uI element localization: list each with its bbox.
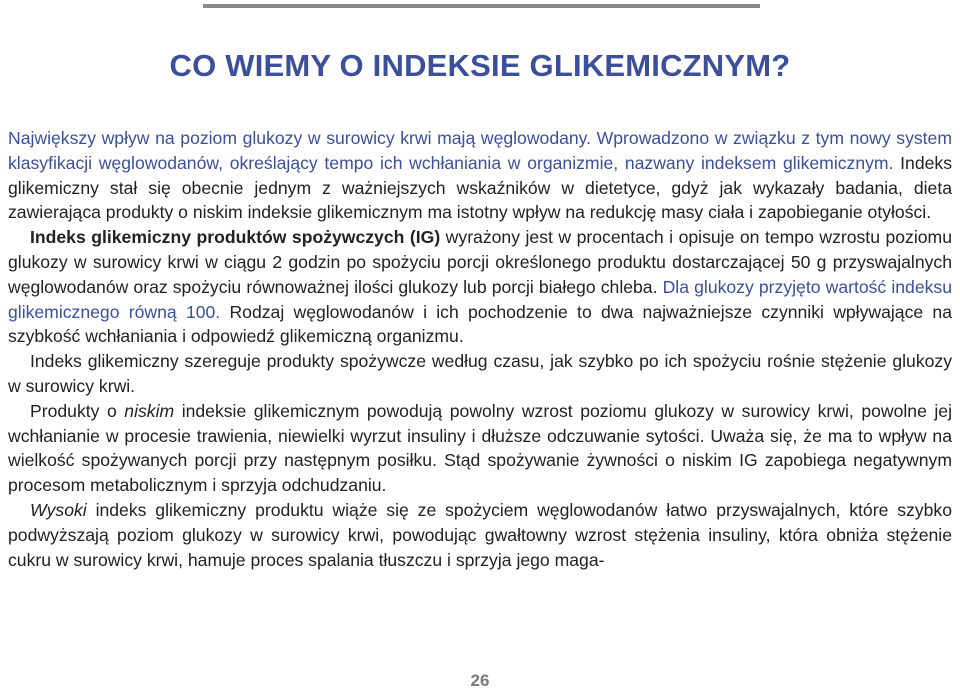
intro-accent-text: Największy wpływ na poziom glukozy w surowicy krwi mają węglowodany. Wprowadzono w związku z tym nowy system klasyfikacji węglowodanów, określający tempo ich wchłaniania w organizmie, nazwany indeksem glikemicznym. [8,128,952,173]
body-text [8,126,952,572]
low-gi-emphasis: niskim [124,400,175,421]
paragraph-high-gi [8,498,952,572]
intro-text: Indeks glikemiczny stał się obecnie jednym z ważniejszych wskaźników w dietetyce, gdyż jak wykazały badania, dieta zawierająca produkty o niskim indeksie glikemicznym ma istotny wpływ na redukcję masy ciała i zapobieganie otyłości. [8,152,952,223]
top-rule [203,4,760,8]
high-gi-text: indeks glikemiczny produktu wiąże się ze spożyciem węglowodanów łatwo przyswajalnych, które szybko podwyższają poziom glukozy w surowicy krwi, powodując gwałtowny wzrost stężenia insuliny, która obniża stężenie cukru w surowicy krwi, hamuje proces spalania tłuszczu i sprzyja jego maga- [8,499,952,570]
definition-term: Indeks glikemiczny produktów spożywczych (IG) [30,227,441,248]
paragraph-low-gi [8,399,952,498]
paragraph-ranking [8,349,952,399]
low-gi-text: indeksie glikemicznym powodują powolny wzrost poziomu glukozy w surowicy krwi, powolne jej wchłanianie w procesie trawienia, niewielki wyrzut insuliny i dłuższe odczuwanie sytości. Uważa się, że ma to wpływ na wielkość spożywanych porcji przy następnym posiłku. Stąd spożywanie żywności o niskim IG zapobiega negatywnym procesom metabolicznym i sprzyja odchudzaniu. [8,400,952,496]
page-title: CO WIEMY O INDEKSIE GLIKEMICZNYM? [169,47,791,83]
definition-text: wyrażony jest w procentach i opisuje on tempo wzrostu poziomu glukozy w surowicy krwi w ciągu 2 godzin po spożyciu porcji określonego produktu dostarczającej 50 g przyswajalnych węglowodanów oraz spożyciu równoważnej ilości glukozy lub porcji białego chleba. [8,227,952,297]
paragraph-definition [8,225,952,349]
high-gi-emphasis: Wysoki [30,499,87,520]
definition-text-2: Rodzaj węglowodanów i ich pochodzenie to dwa najważniejsze czynniki wpływające na szybkość wchłaniania i odpowiedź glikemiczną organizmu. [8,301,952,347]
paragraph-intro [8,126,952,225]
low-gi-pre: Produkty o [30,400,125,421]
definition-accent-text: Dla glukozy przyjęto wartość indeksu glikemicznego równą 100. [8,276,952,322]
page-number: 26 [470,671,490,690]
ranking-text: Indeks glikemiczny szereguje produkty spożywcze według czasu, jak szybko po ich spożyciu rośnie stężenie glukozy w surowicy krwi. [8,351,952,396]
